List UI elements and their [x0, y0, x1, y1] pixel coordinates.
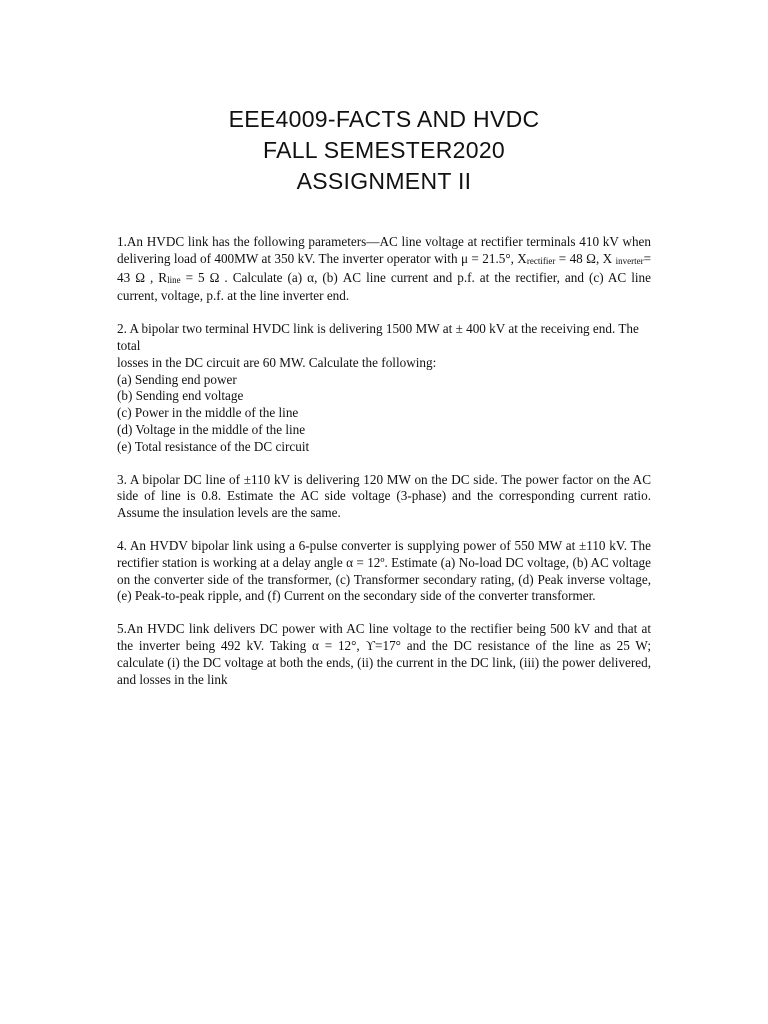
course-title: EEE4009-FACTS AND HVDC: [228, 106, 540, 132]
question-2-line: losses in the DC circuit are 60 MW. Calculate the following:: [117, 354, 437, 370]
assignment-title: ASSIGNMENT II: [296, 168, 472, 194]
question-1-text-part3: = 43 Ω , R: [117, 250, 652, 285]
question-4: 4. An HVDV bipolar link using a 6-pulse converter is supplying power of 550 MW at ±110 kV. The rectifier station is working at a delay angle α = 12º. Estimate (a) No-load DC voltage, (b) AC voltage on the converter side of the transformer, (c) Transformer secondary rating, (d) Peak inverse voltage, (e) Peak-to-peak ripple, and (f) Current on the secondary side of the converter transformer.: [117, 537, 651, 604]
subscript-rectifier: rectifier: [526, 255, 556, 266]
question-2-item-c: (c) Power in the middle of the line: [117, 405, 299, 421]
question-1-text-part4: = 5 Ω . Calculate (a) α, (b) AC line current and p.f. at the rectifier, and (c) AC line current, voltage, p.f. at the line inverter end.: [117, 269, 651, 304]
subscript-line: line: [167, 274, 181, 285]
question-3: 3. A bipolar DC line of ±110 kV is delivering 120 MW on the DC side. The power factor on the AC side of line is 0.8. Estimate the AC side voltage (3-phase) and the corresponding current ratio. Assume the insulation levels are the same.: [117, 471, 651, 521]
assignment-body: [117, 234, 651, 704]
subscript-inverter: inverter: [615, 255, 644, 266]
question-2-item-a: (a) Sending end power: [117, 371, 237, 387]
question-2-line: 2. A bipolar two terminal HVDC link is delivering 1500 MW at ± 400 kV at the receiving end. The total: [117, 321, 639, 353]
question-1-text-part2: = 48 Ω, X: [555, 250, 616, 266]
question-1-text-part1: 1.An HVDC link has the following parameters—AC line voltage at rectifier terminals 410 kV when delivering load of 400MW at 350 kV. The inverter operator with μ = 21.5°, X: [117, 234, 651, 266]
question-1: [117, 234, 651, 305]
document-title: [0, 104, 768, 197]
question-2-item-b: (b) Sending end voltage: [117, 388, 244, 404]
question-2: [117, 321, 651, 455]
question-2-item-d: (d) Voltage in the middle of the line: [117, 421, 306, 437]
semester-title: FALL SEMESTER2020: [262, 137, 506, 163]
question-5: 5.An HVDC link delivers DC power with AC line voltage to the rectifier being 500 kV and that at the inverter being 492 kV. Taking α = 12°, ϒ=17° and the DC resistance of the line as 25 W; calculate (i) the DC voltage at both the ends, (ii) the current in the DC link, (iii) the power delivered, and losses in the link: [117, 621, 651, 687]
question-2-item-e: (e) Total resistance of the DC circuit: [117, 438, 310, 454]
